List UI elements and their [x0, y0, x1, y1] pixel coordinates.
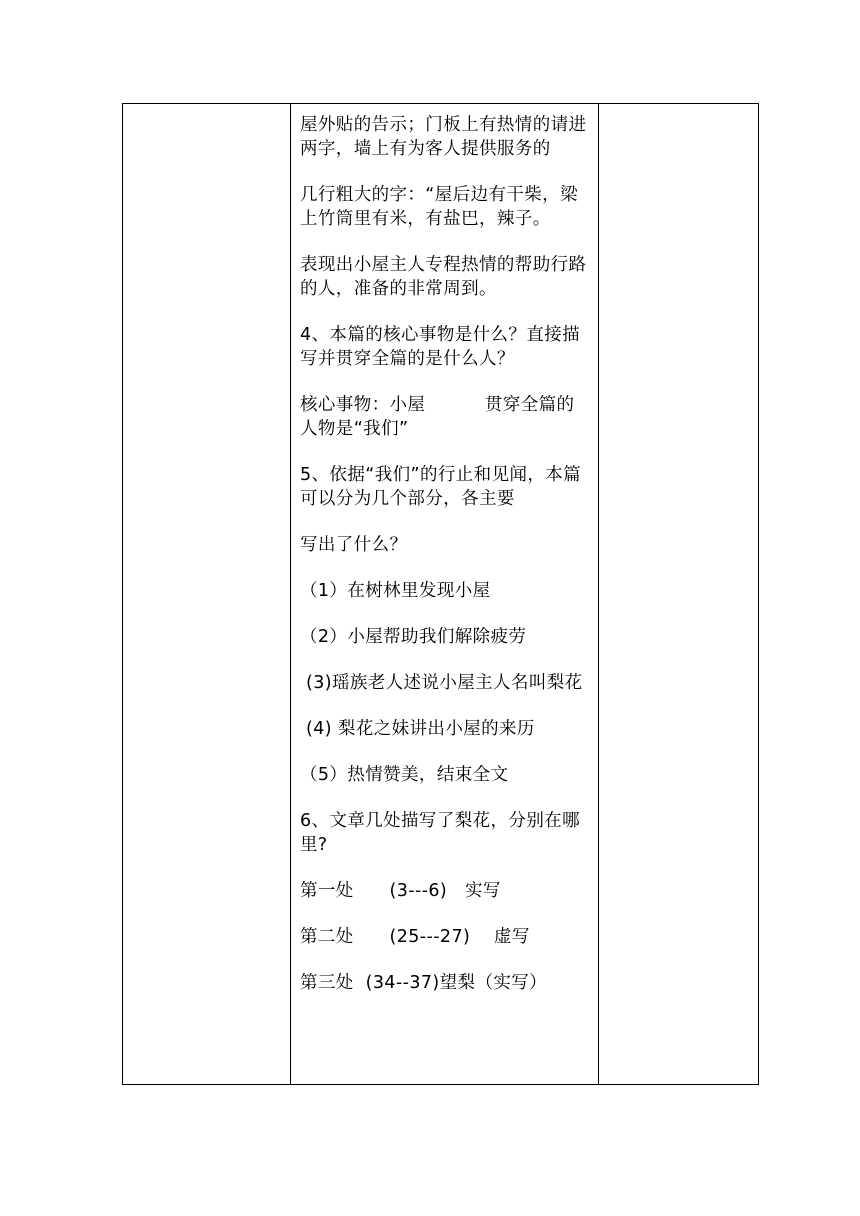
left-empty-cell — [123, 104, 291, 1085]
question-5: 5、依据“我们”的行止和见闻，本篇可以分为几个部分，各主要 — [300, 465, 582, 509]
list-item-2: （2）小屋帮助我们解除疲劳 — [300, 627, 527, 647]
answer-6-first: 第一处 (3---6) 实写 — [300, 881, 501, 901]
question-6: 6、文章几处描写了梨花，分别在哪里? — [300, 811, 581, 855]
right-empty-cell — [599, 104, 759, 1085]
list-item-4: (4) 梨花之妹讲出小屋的来历 — [300, 719, 535, 739]
answer-6-second: 第二处 (25---27) 虚写 — [300, 927, 530, 947]
list-item-5: （5）热情赞美，结束全文 — [300, 765, 509, 785]
paragraph-notice: 屋外贴的告示；门板上有热情的请进两字，墙上有为客人提供服务的 — [300, 115, 587, 159]
question-5-cont: 写出了什么？ — [300, 535, 408, 555]
question-4: 4、本篇的核心事物是什么？直接描写并贯穿全篇的是什么人？ — [300, 325, 581, 369]
answer-4: 核心事物：小屋 贯穿全篇的人物是“我们” — [300, 395, 575, 439]
answer-6-third: 第三处 (34--37)望梨（实写） — [300, 973, 548, 993]
table-row — [123, 104, 759, 1085]
list-item-1: （1）在树林里发现小屋 — [300, 581, 491, 601]
list-item-3: (3)瑶族老人述说小屋主人名叫梨花 — [300, 673, 583, 693]
content-table — [122, 103, 759, 1085]
paragraph-big-words: 几行粗大的字：“屋后边有干柴，梁上竹筒里有米，有盐巴，辣子。 — [300, 185, 578, 229]
cell-text-content — [291, 104, 598, 995]
paragraph-host-warmth: 表现出小屋主人专程热情的帮助行路的人，准备的非常周到。 — [300, 255, 587, 299]
middle-text-cell — [291, 104, 599, 1085]
